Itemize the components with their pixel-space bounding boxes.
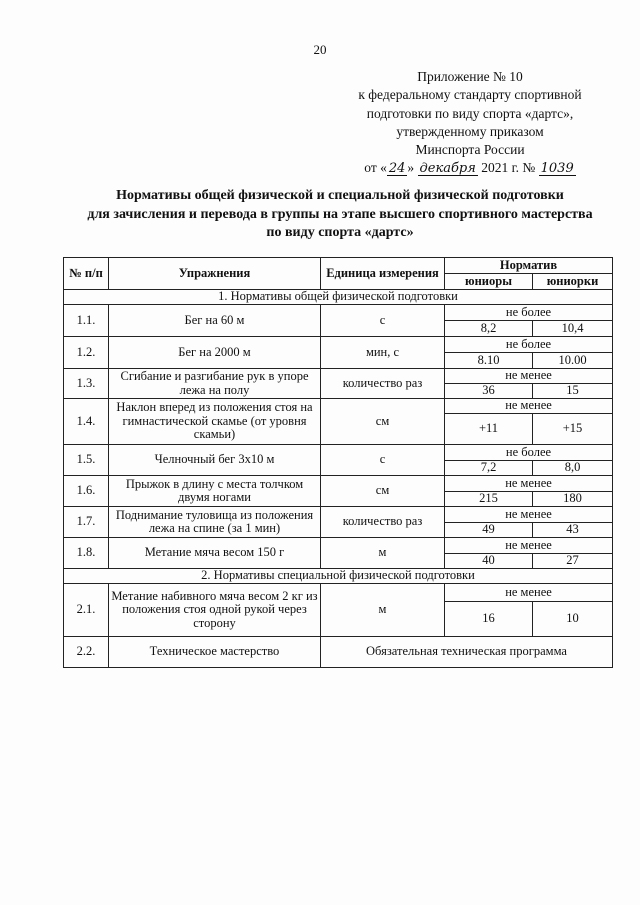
row-unit: с <box>321 305 445 337</box>
row-value-m: 8.10 <box>445 353 533 369</box>
row-exercise: Метание мяча весом 150 г <box>109 538 321 569</box>
header-norm: Норматив <box>445 258 613 274</box>
row-value-m: 36 <box>445 384 533 399</box>
row-unit: м <box>321 538 445 569</box>
header-juniors-m: юниоры <box>445 274 533 290</box>
header-num: № п/п <box>64 258 109 290</box>
row-condition: не менее <box>445 538 613 554</box>
row-unit: мин, с <box>321 337 445 369</box>
order-line <box>330 159 610 177</box>
appendix-line: утвержденному приказом <box>396 123 544 139</box>
row-exercise: Метание набивного мяча весом 2 кг из положения стоя одной рукой через сторону <box>109 584 321 637</box>
row-value-m: 215 <box>445 492 533 507</box>
order-sep: » <box>407 160 415 176</box>
row-unit: с <box>321 445 445 476</box>
title-line: для зачисления и перевода в группы на этапе высшего спортивного мастерства <box>87 206 593 222</box>
appendix-line: Минспорта России <box>415 142 525 158</box>
row-num: 1.5. <box>64 445 109 476</box>
row-num: 1.8. <box>64 538 109 569</box>
section-general: 1. Нормативы общей физической подготовки <box>64 290 613 305</box>
row-value-f: 10.00 <box>533 353 613 369</box>
row-exercise: Наклон вперед из положения стоя на гимнастической скамье (от уровня скамьи) <box>109 399 321 445</box>
order-year: 2021 г. № <box>481 160 536 176</box>
row-value-f: 180 <box>533 492 613 507</box>
row-exercise: Бег на 2000 м <box>109 337 321 369</box>
row-condition: не менее <box>445 507 613 523</box>
appendix-line: к федеральному стандарту спортивной <box>358 87 582 103</box>
title-line: по виду спорта «дартс» <box>266 225 414 240</box>
row-num: 1.3. <box>64 369 109 399</box>
row-value-m: 49 <box>445 523 533 538</box>
row-num: 1.4. <box>64 399 109 445</box>
row-value-f: 10,4 <box>533 321 613 337</box>
row-condition: не более <box>445 445 613 461</box>
row-condition: не менее <box>445 399 613 414</box>
row-unit: м <box>321 584 445 637</box>
row-num: 2.1. <box>64 584 109 637</box>
norms-table <box>63 257 613 668</box>
title-line: Нормативы общей физической и специальной физической подготовки <box>116 188 564 203</box>
row-value-f: 15 <box>533 384 613 399</box>
appendix-block <box>330 68 610 178</box>
row-value-m: 40 <box>445 554 533 569</box>
row-exercise: Поднимание туловища из положения лежа на спине (за 1 мин) <box>109 507 321 538</box>
order-day: 24 <box>388 161 406 177</box>
order-number: 1039 <box>540 161 574 177</box>
row-condition: не менее <box>445 476 613 492</box>
row-value-f: 10 <box>533 602 613 637</box>
row-exercise: Прыжок в длину с места толчком двумя ногами <box>109 476 321 507</box>
row-value-f: +15 <box>533 414 613 445</box>
row-value-f: 8,0 <box>533 461 613 476</box>
order-prefix: от « <box>364 160 387 176</box>
row-condition: не более <box>445 305 613 321</box>
header-exercise: Упражнения <box>109 258 321 290</box>
header-unit: Единица измерения <box>321 258 445 290</box>
row-num: 1.1. <box>64 305 109 337</box>
order-month: декабря <box>419 161 476 177</box>
row-value-f: 27 <box>533 554 613 569</box>
row-unit: количество раз <box>321 369 445 399</box>
row-exercise: Бег на 60 м <box>109 305 321 337</box>
row-condition: не менее <box>445 369 613 384</box>
row-num: 2.2. <box>64 637 109 668</box>
row-program: Обязательная техническая программа <box>321 637 613 668</box>
row-unit: количество раз <box>321 507 445 538</box>
row-value-m: 8,2 <box>445 321 533 337</box>
appendix-line: Приложение № 10 <box>417 69 523 84</box>
row-unit: см <box>321 399 445 445</box>
page-number: 20 <box>313 42 327 57</box>
row-num: 1.6. <box>64 476 109 507</box>
row-value-m: 7,2 <box>445 461 533 476</box>
row-exercise: Челночный бег 3х10 м <box>109 445 321 476</box>
row-exercise: Техническое мастерство <box>109 637 321 668</box>
row-num: 1.2. <box>64 337 109 369</box>
section-special: 2. Нормативы специальной физической подготовки <box>64 569 613 584</box>
appendix-line: подготовки по виду спорта «дартс», <box>366 105 574 121</box>
document-title <box>40 187 640 243</box>
header-juniors-f: юниорки <box>533 274 613 290</box>
row-condition: не менее <box>445 584 613 602</box>
row-value-m: +11 <box>445 414 533 445</box>
row-value-f: 43 <box>533 523 613 538</box>
row-exercise: Сгибание и разгибание рук в упоре лежа на полу <box>109 369 321 399</box>
row-condition: не более <box>445 337 613 353</box>
row-num: 1.7. <box>64 507 109 538</box>
row-value-m: 16 <box>445 602 533 637</box>
row-unit: см <box>321 476 445 507</box>
